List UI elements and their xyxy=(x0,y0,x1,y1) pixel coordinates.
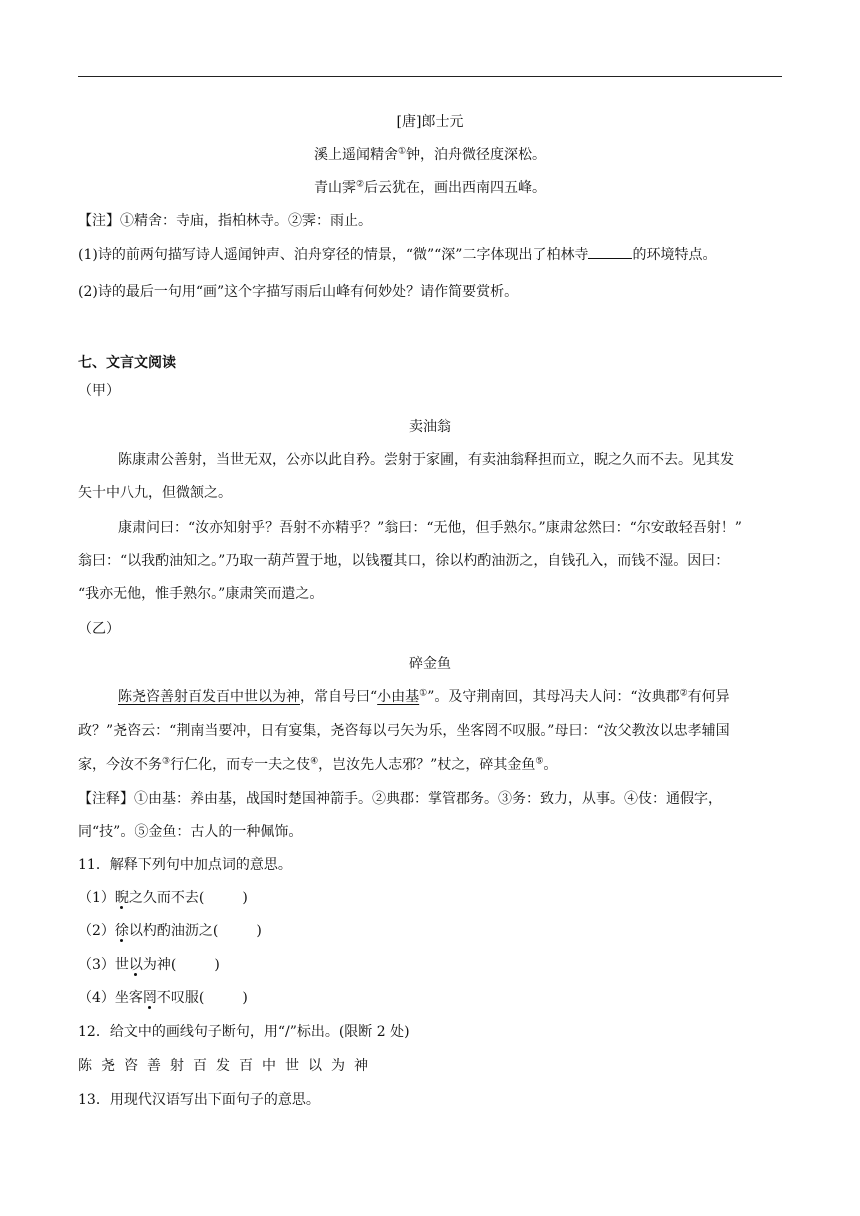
item-text: 之久而不去( xyxy=(128,890,205,906)
question-11-title: 11．解释下列句中加点词的意思。 xyxy=(78,857,292,873)
underlined-sentence: 陈尧咨善射百发百中世以为神 xyxy=(118,689,300,705)
underlined-name: 小由基 xyxy=(377,689,420,705)
footnote-3-marker: ③ xyxy=(162,756,171,767)
answer-blank[interactable] xyxy=(588,246,632,259)
footnote-1-marker: ① xyxy=(397,146,407,157)
poem-question-1 xyxy=(78,245,716,265)
passage-yi-line3-a: 家，今汝不务 xyxy=(78,757,162,773)
poem-line-2-b: 后云犹在，画出西南四五峰。 xyxy=(364,180,547,196)
item-number: （1） xyxy=(78,890,115,906)
item-close-paren: ) xyxy=(242,890,248,906)
passage-yi-line3-c: ，岂汝先人志邪？”杖之，碎其金鱼 xyxy=(318,757,536,773)
question-13-title: 13．用现代汉语写出下面句子的意思。 xyxy=(78,1092,320,1108)
passage-jia-p1-line2: 矢十中八九，但微颔之。 xyxy=(78,485,232,501)
poem-line-2 xyxy=(0,178,860,198)
passage-jia-title: 卖油翁 xyxy=(409,419,451,435)
passage-yi-note-line1: 【注释】①由基：养由基，战国时楚国神箭手。②典郡：掌管郡务。③务：致力，从事。④伎：通假字， xyxy=(78,791,722,807)
item-text: 不叹服( xyxy=(156,990,205,1006)
footnote-1-marker: ① xyxy=(419,688,428,699)
question-11-item-3 xyxy=(78,955,220,975)
footnote-2-marker: ② xyxy=(679,688,688,699)
section-heading: 七、文言文阅读 xyxy=(78,355,176,371)
passage-yi-line1-c: 有何异 xyxy=(687,689,730,705)
passage-yi-line3-b: 行仁化，而专一夫之伎 xyxy=(170,757,311,773)
dotted-word: 罔 xyxy=(142,990,157,1006)
item-text: 以杓酌油沥之( xyxy=(128,923,219,939)
item-close-paren: ) xyxy=(242,990,248,1006)
footnote-5-marker: ⑤ xyxy=(535,756,544,767)
poem-line-1-b: 钟，泊舟微径度深松。 xyxy=(406,147,547,163)
passage-yi-title: 碎金鱼 xyxy=(409,656,451,672)
dotted-word: 睨 xyxy=(114,890,129,906)
question-11-item-2 xyxy=(78,921,262,941)
item-close-paren: ) xyxy=(256,923,262,939)
passage-yi-line3 xyxy=(78,755,557,775)
item-text: 为神( xyxy=(142,957,177,973)
passage-jia-p2-line1: 康肃问曰：“汝亦知射乎？吾射不亦精乎？”翁曰：“无他，但手熟尔。”康肃忿然曰：“尔安敢轻吾射！” xyxy=(118,520,742,536)
passage-yi-note-line2: 同“技”。⑤金鱼：古人的一种佩饰。 xyxy=(78,824,303,840)
poem-question-1-text: (1)诗的前两句描写诗人遥闻钟声、泊舟穿径的情景，“微”“深”二字体现出了柏林寺 xyxy=(78,247,589,263)
item-prefix: 世 xyxy=(114,957,129,973)
poem-question-1-tail: 的环境特点。 xyxy=(632,247,717,263)
passage-yi-line1-b: ”。及守荆南回，其母冯夫人问：“汝典郡 xyxy=(427,689,680,705)
item-number: （3） xyxy=(78,957,115,973)
passage-yi-line2: 政？”尧咨云：“荆南当要冲，日有宴集，尧咨每以弓矢为乐，坐客罔不叹服。”母曰：“汝父教汝以忠孝辅国 xyxy=(78,723,730,739)
passage-jia-label: （甲） xyxy=(78,383,120,399)
item-number: （2） xyxy=(78,923,115,939)
item-close-paren: ) xyxy=(214,957,220,973)
passage-yi-line1 xyxy=(118,687,730,707)
passage-jia-p2-line2: 翁曰：“以我酌油知之。”乃取一葫芦置于地，以钱覆其口，徐以杓酌油沥之，自钱孔入，而钱不湿。因曰： xyxy=(78,553,730,569)
dotted-word: 徐 xyxy=(114,923,129,939)
question-12-title: 12．给文中的画线句子断句，用“/”标出。(限断 2 处) xyxy=(78,1024,410,1040)
footnote-2-marker: ② xyxy=(355,179,365,190)
item-number: （4） xyxy=(78,990,115,1006)
passage-jia-p1-line1: 陈康肃公善射，当世无双，公亦以此自矜。尝射于家圃，有卖油翁释担而立，睨之久而不去。见其发 xyxy=(118,452,734,468)
footnote-4-marker: ④ xyxy=(310,756,319,767)
poem-author: [唐]郎士元 xyxy=(396,114,464,130)
question-12-sentence[interactable]: 陈尧咨善射百发百中世以为神 xyxy=(78,1058,377,1074)
top-rule xyxy=(78,76,782,77)
passage-jia-p2-line3: “我亦无他，惟手熟尔。”康肃笑而遣之。 xyxy=(78,586,324,602)
poem-line-1 xyxy=(0,145,860,165)
poem-note: 【注】①精舍：寺庙，指柏林寺。②霁：雨止。 xyxy=(78,213,372,229)
poem-question-2: (2)诗的最后一句用“画”这个字描写雨后山峰有何妙处？请作简要赏析。 xyxy=(78,284,519,300)
passage-yi-line1-a: ，常自号曰“ xyxy=(300,689,378,705)
passage-yi-label: （乙） xyxy=(78,621,120,637)
dotted-word: 以 xyxy=(128,957,143,973)
item-prefix: 坐客 xyxy=(114,990,143,1006)
question-11-item-4 xyxy=(78,988,248,1008)
poem-line-2-a: 青山霁 xyxy=(313,180,356,196)
poem-line-1-a: 溪上遥闻精舍 xyxy=(313,147,398,163)
question-11-item-1 xyxy=(78,888,248,908)
passage-yi-line3-d: 。 xyxy=(543,757,558,773)
